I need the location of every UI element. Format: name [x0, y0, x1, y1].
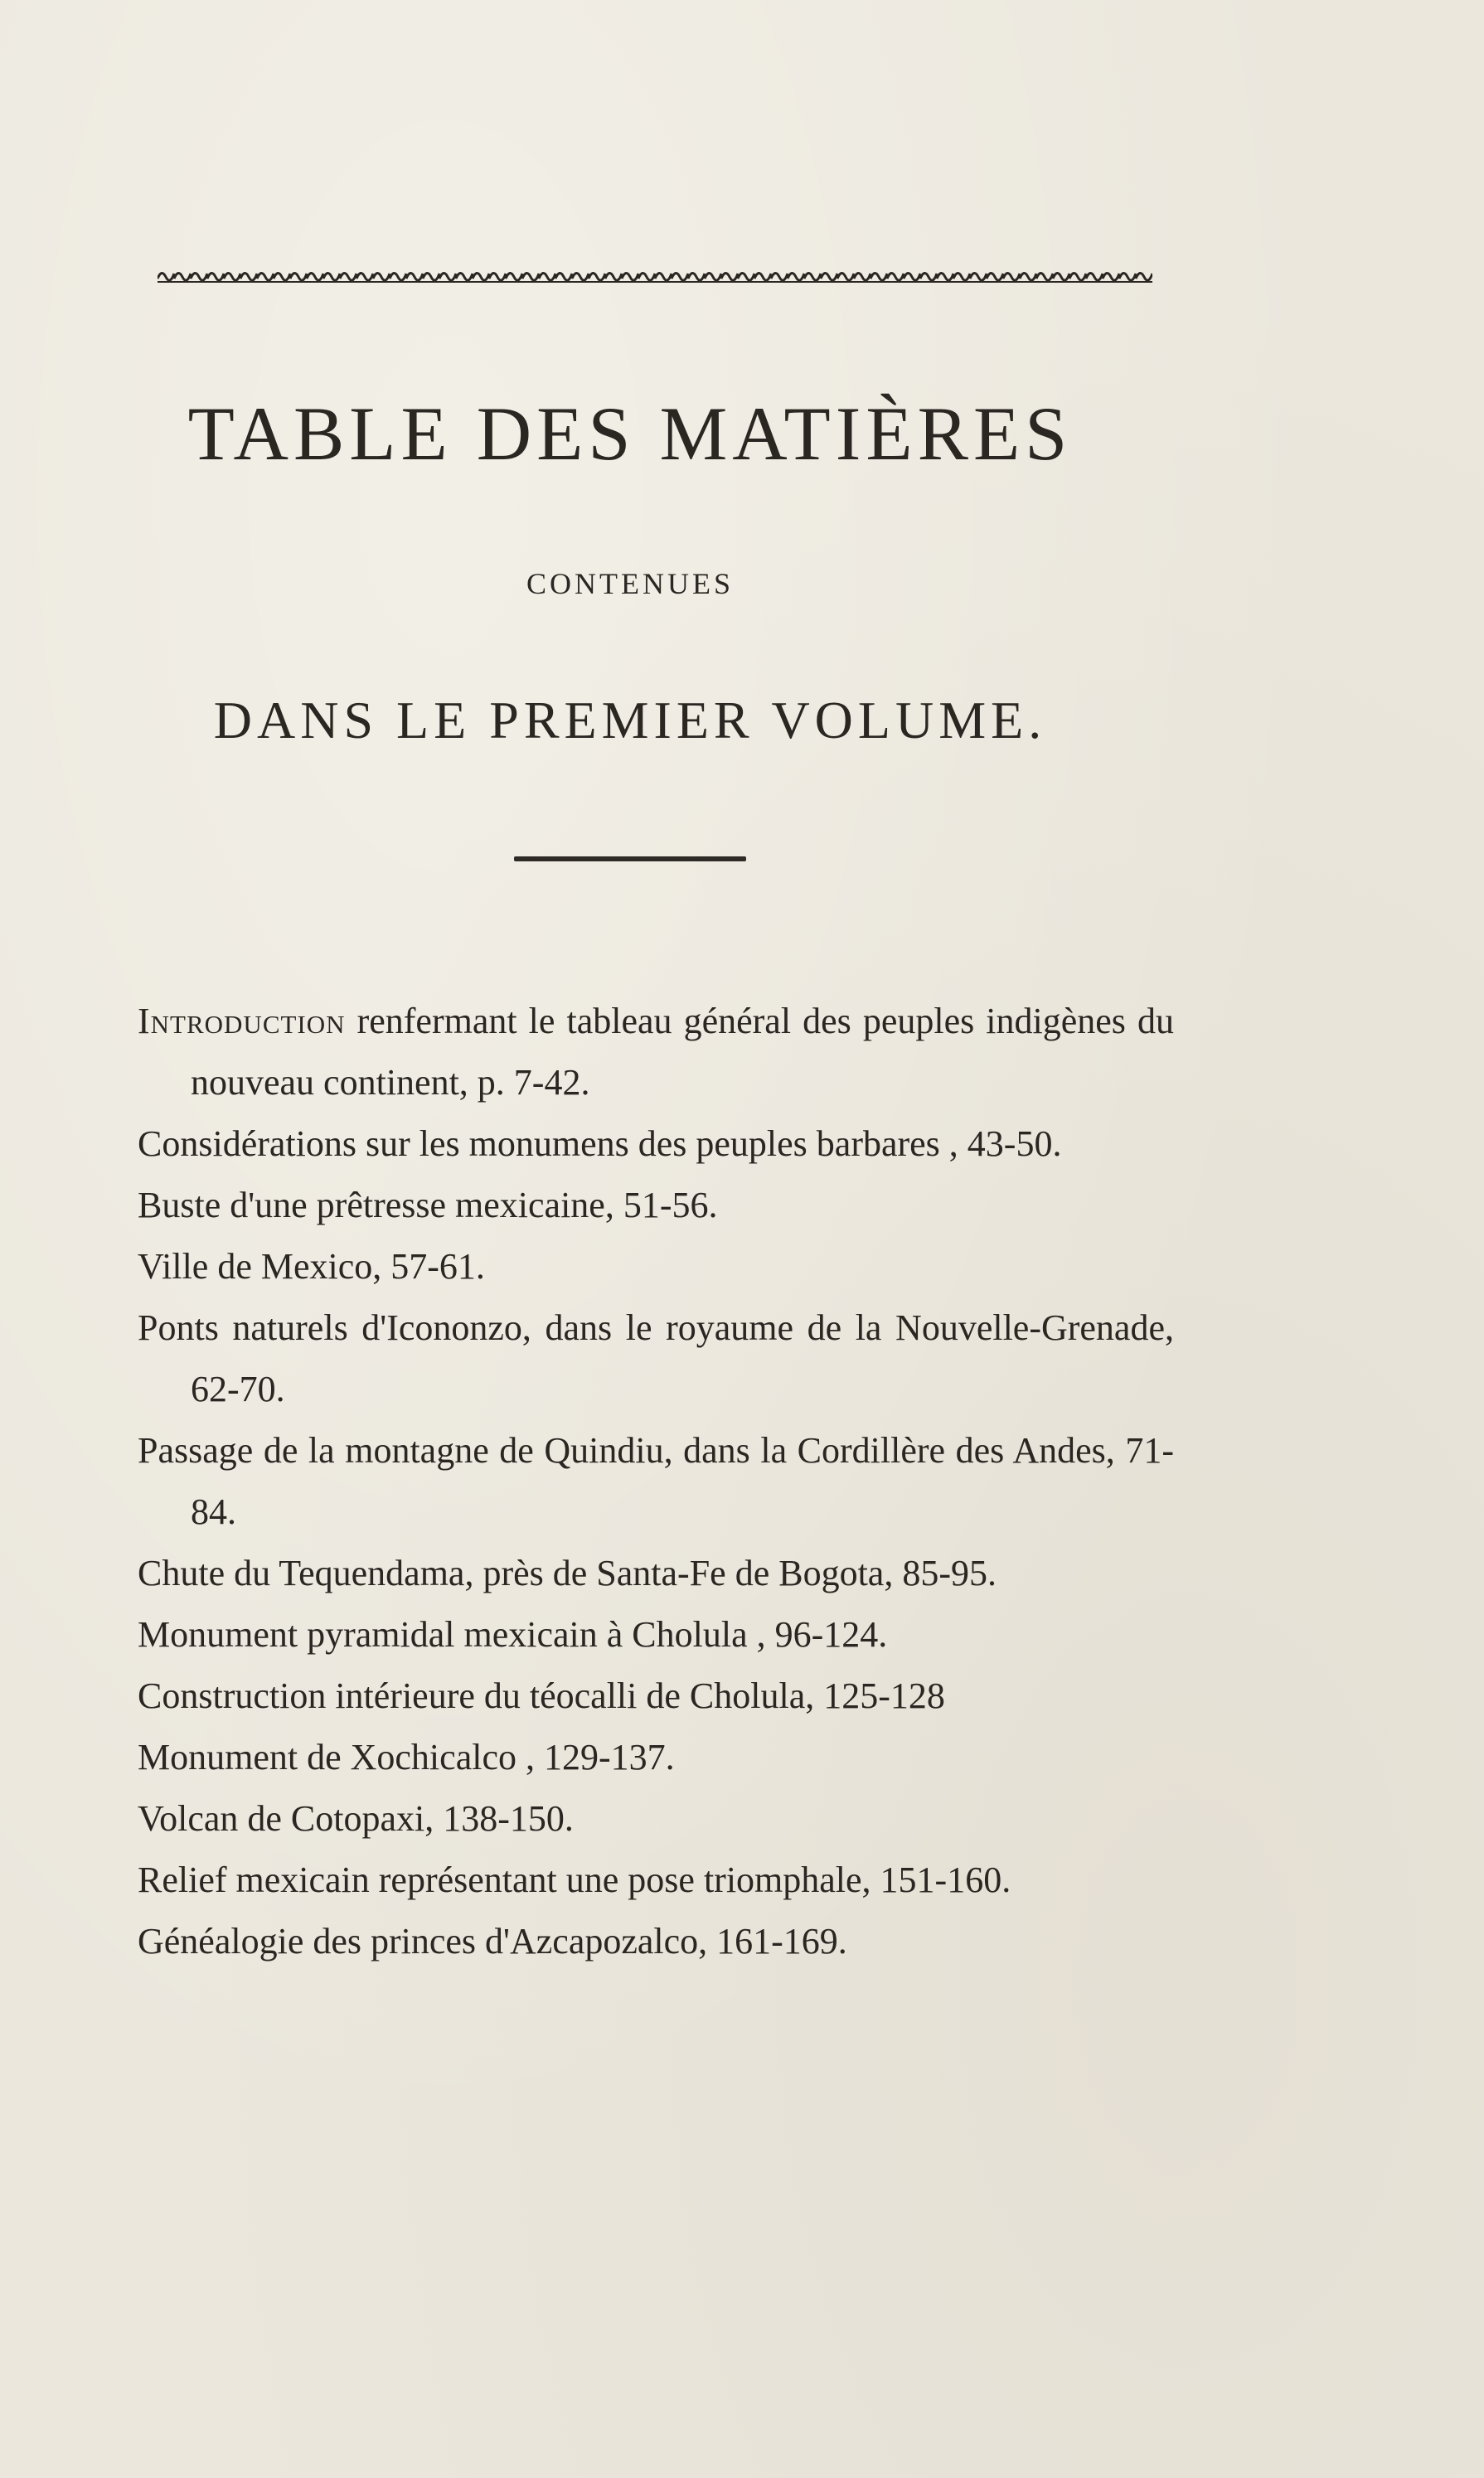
toc-entry-text: Relief mexicain représentant une pose triomphale, 151-160. [138, 1860, 1011, 1900]
toc-entry-text: Chute du Tequendama, près de Santa-Fe de Bogota, 85-95. [138, 1553, 997, 1593]
table-of-contents [138, 991, 1174, 1972]
toc-entry [138, 1175, 1174, 1236]
toc-entry-text: Buste d'une prêtresse mexicaine, 51-56. [138, 1185, 718, 1225]
toc-entry [138, 1297, 1174, 1420]
toc-entry [138, 1666, 1174, 1727]
toc-entry [138, 1727, 1174, 1788]
toc-entry-text: Ville de Mexico, 57-61. [138, 1246, 485, 1287]
toc-entry-text: Considérations sur les monumens des peuples barbares , 43-50. [138, 1123, 1062, 1164]
toc-entry-text: Monument de Xochicalco , 129-137. [138, 1737, 675, 1777]
toc-entry-text: Généalogie des princes d'Azcapozalco, 161-169. [138, 1921, 847, 1962]
toc-entry [138, 991, 1174, 1113]
page-subtitle: CONTENUES [526, 567, 734, 600]
divider-rule [514, 856, 746, 861]
toc-entry [138, 1911, 1174, 1972]
page-title: TABLE DES MATIÈRES [187, 391, 1073, 476]
toc-entry [138, 1420, 1174, 1543]
toc-entry-text: renfermant le tableau général des peuples indigènes du nouveau continent, p. 7-42. [191, 1001, 1174, 1103]
volume-heading: DANS LE PREMIER VOLUME. [213, 691, 1047, 749]
toc-entry [138, 1543, 1174, 1604]
toc-entry [138, 1850, 1174, 1911]
toc-entry [138, 1604, 1174, 1666]
toc-entry-text: Ponts naturels d'Icononzo, dans le royaume de la Nouvelle-Grenade, 62-70. [138, 1307, 1174, 1409]
ornamental-border [158, 264, 1152, 289]
toc-entry-lead: Introduction [138, 1001, 346, 1041]
toc-entry [138, 1236, 1174, 1297]
toc-entry [138, 1788, 1174, 1850]
toc-entry-text: Monument pyramidal mexicain à Cholula , 96-124. [138, 1614, 888, 1655]
toc-entry-text: Passage de la montagne de Quindiu, dans la Cordillère des Andes, 71-84. [138, 1430, 1174, 1532]
toc-entry-text: Volcan de Cotopaxi, 138-150. [138, 1798, 574, 1839]
toc-entry-text: Construction intérieure du téocalli de Cholula, 125-128 [138, 1675, 945, 1716]
toc-entry [138, 1113, 1174, 1175]
